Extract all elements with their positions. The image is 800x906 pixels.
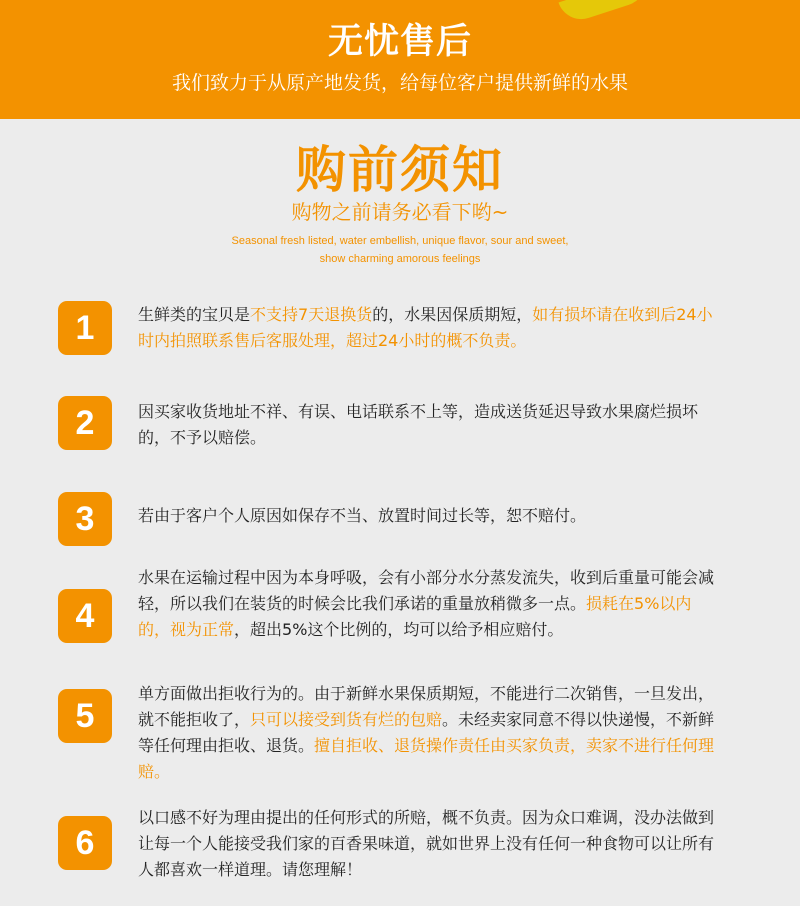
notice-english-tagline (0, 232, 800, 268)
notice-item-text (138, 503, 723, 529)
text-segment: ，超出5%这个比例的，均可以给予相应赔付。 (234, 620, 564, 639)
text-segment: 以口感不好为理由提出的任何形式的所赔，概不负责。因为众口难调，没办法做到让每一个人能接受我们家的百香果味道，就如世界上没有任何一种食物可以让所有人都喜欢一样道理。请您理解！ (138, 808, 715, 879)
highlight-segment: 损耗在5%以内的，视为正常 (138, 594, 692, 639)
text-segment: 单方面做出拒收行为的。由于新鲜水果保质期短，不能进行二次销售，一旦发出，就不能拒收了， (138, 684, 715, 729)
number-badge: 4 (58, 589, 112, 643)
highlight-segment: 只可以接受到货有烂的包赔 (250, 710, 443, 729)
text-segment: 的，水果因保质期短， (372, 305, 533, 324)
text-segment: 若由于客户个人原因如保存不当、放置时间过长等，恕不赔付。 (138, 506, 587, 525)
notice-item-text (138, 399, 723, 451)
text-segment: 因买家收货地址不祥、有误、电话联系不上等，造成送货延迟导致水果腐烂损坏的，不予以赔偿。 (138, 402, 699, 447)
notice-item-text (138, 805, 723, 883)
header-banner (0, 0, 800, 119)
text-segment: 。未经卖家同意不得以快递慢，不新鲜等任何理由拒收、退货。 (138, 710, 715, 755)
number-badge: 1 (58, 301, 112, 355)
notice-title: 购前须知 (296, 141, 504, 199)
text-segment: 生鲜类的宝贝是 (138, 305, 251, 324)
header-subtitle: 我们致力于从原产地发货，给每位客户提供新鲜的水果 (171, 72, 628, 94)
number-badge: 5 (58, 689, 112, 743)
highlight-segment: 擅自拒收、退货操作责任由买家负责，卖家不进行任何理赔。 (138, 736, 715, 781)
text-segment: 水果在运输过程中因为本身呼吸，会有小部分水分蒸发流失，收到后重量可能会减轻，所以我们在装货的时候会比我们承诺的重量放稍微多一点。 (138, 568, 715, 613)
header-title: 无忧售后 (327, 22, 472, 62)
number-badge: 2 (58, 396, 112, 450)
notice-english-line: show charming amorous feelings (319, 253, 481, 265)
number-badge: 3 (58, 492, 112, 546)
number-badge: 6 (58, 816, 112, 870)
notice-subtitle: 购物之前请务必看下哟~ (291, 200, 509, 224)
notice-item-text (138, 302, 723, 354)
notice-item-text (138, 565, 723, 643)
notice-item-text (138, 681, 723, 785)
notice-english-line: Seasonal fresh listed, water embellish, unique flavor, sour and sweet, (231, 235, 569, 247)
highlight-segment: 如有损坏请在收到后24小时内拍照联系售后客服处理，超过24小时的概不负责。 (138, 305, 713, 350)
highlight-segment: 不支持7天退换货 (250, 305, 373, 324)
